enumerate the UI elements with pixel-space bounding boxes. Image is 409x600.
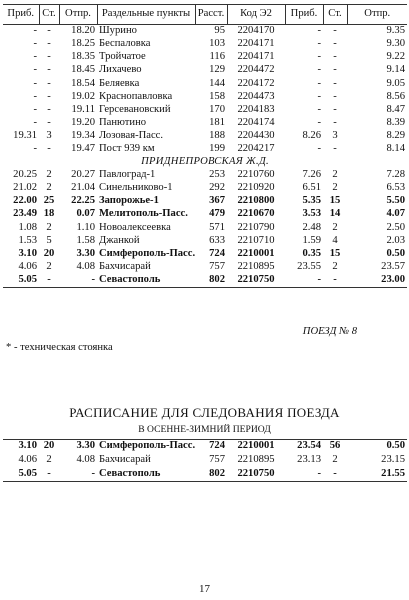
cell-departure: 18.25 — [71, 38, 95, 50]
cell-departure: 4.08 — [76, 453, 95, 465]
cell-departure: 20.27 — [71, 169, 95, 181]
cell-code: 2204217 — [237, 142, 275, 154]
cell-stop-back: - — [333, 90, 337, 102]
timetable-body-c — [3, 440, 407, 482]
cell-station: Севастополь — [97, 467, 195, 481]
cell-arrival: 3.10 — [3, 440, 39, 454]
header-stop-back: Ст. — [323, 5, 347, 25]
cell-arrival-back: 3.53 — [302, 208, 321, 220]
cell-arrival: 21.02 — [13, 182, 37, 194]
cell-stop: 2 — [46, 260, 52, 272]
table-row — [3, 235, 407, 248]
table-row — [3, 25, 407, 39]
cell-arrival-back: - — [317, 25, 321, 37]
header-code: Код Э2 — [227, 5, 285, 25]
footnote: * - техническая стоянка — [6, 342, 113, 353]
timetable-body-b — [3, 169, 407, 287]
header-stop: Ст. — [39, 5, 59, 25]
cell-departure-back: 0.50 — [386, 247, 405, 259]
table-row — [3, 467, 407, 481]
cell-station: Бахчисарай — [99, 260, 151, 272]
cell-arrival: - — [33, 38, 37, 50]
cell-departure-back: 2.50 — [386, 221, 405, 233]
table-row — [3, 274, 407, 288]
cell-departure: 1.58 — [76, 234, 95, 246]
cell-distance: 129 — [209, 64, 225, 76]
cell-distance: 95 — [214, 25, 225, 37]
cell-arrival-back: 23.13 — [297, 453, 321, 465]
cell-code: 2210920 — [237, 182, 275, 194]
cell-departure-back: 23.00 — [347, 274, 407, 288]
cell-station: Бахчисарай — [99, 453, 151, 465]
cell-code: 2210750 — [227, 467, 285, 481]
cell-stop-back: 3 — [332, 129, 338, 141]
cell-departure-back: 23.15 — [381, 453, 405, 465]
cell-station: Краснопавловка — [99, 90, 173, 102]
cell-station: Панютино — [99, 116, 147, 128]
table-row — [3, 130, 407, 143]
cell-stop: - — [39, 274, 59, 288]
cell-arrival-back: - — [317, 116, 321, 128]
cell-station: Беляевка — [99, 77, 140, 89]
section-label: ПРИДНЕПРОВСКАЯ Ж.Д. — [141, 156, 269, 168]
cell-stop: - — [39, 467, 59, 481]
cell-distance: 199 — [209, 142, 225, 154]
cell-stop-back: 15 — [329, 247, 341, 259]
cell-stop: 2 — [46, 169, 52, 181]
cell-stop: 25 — [43, 195, 55, 207]
cell-arrival-back: 23.54 — [285, 440, 323, 454]
cell-stop: - — [47, 90, 51, 102]
cell-departure-back: 8.47 — [386, 103, 405, 115]
cell-distance: 757 — [209, 260, 225, 272]
cell-stop: - — [47, 142, 51, 154]
table-row — [3, 169, 407, 182]
cell-arrival: 1.08 — [18, 221, 37, 233]
cell-arrival: - — [33, 25, 37, 37]
cell-departure: 19.20 — [71, 116, 95, 128]
cell-arrival-back: 0.35 — [302, 247, 321, 259]
cell-stop: 2 — [46, 182, 52, 194]
cell-departure: - — [59, 467, 97, 481]
cell-departure: 18.45 — [71, 64, 95, 76]
cell-departure-back: 0.50 — [347, 440, 407, 454]
cell-departure-back: 8.29 — [386, 129, 405, 141]
cell-stop-back: - — [333, 51, 337, 63]
table-row — [3, 248, 407, 261]
cell-departure-back: 7.28 — [386, 169, 405, 181]
cell-code: 2204170 — [237, 25, 275, 37]
cell-departure-back: 4.07 — [386, 208, 405, 220]
cell-arrival: 3.10 — [18, 247, 37, 259]
header-departure: Отпр. — [59, 5, 97, 25]
header-departure-back: Отпр. — [347, 5, 407, 25]
timetable-winter — [3, 439, 407, 482]
cell-station: Пост 939 км — [99, 142, 155, 154]
cell-stop-back: - — [333, 116, 337, 128]
cell-distance: 292 — [209, 182, 225, 194]
schedule-title: РАСПИСАНИЕ ДЛЯ СЛЕДОВАНИЯ ПОЕЗДА — [69, 405, 340, 420]
cell-stop-back: 2 — [332, 182, 338, 194]
train-label: ПОЕЗД № 8 — [302, 326, 357, 337]
cell-arrival-back: 2.48 — [302, 221, 321, 233]
cell-distance: 158 — [209, 90, 225, 102]
cell-stop: 2 — [46, 453, 52, 465]
cell-code: 2204171 — [237, 38, 275, 50]
cell-stop-back: 15 — [329, 195, 341, 207]
cell-arrival: - — [33, 51, 37, 63]
cell-distance: 116 — [209, 51, 225, 63]
cell-arrival-back: - — [285, 274, 323, 288]
cell-station: Тройчатое — [99, 51, 146, 63]
cell-arrival: 20.25 — [13, 169, 37, 181]
header-distance: Расст. — [195, 5, 227, 25]
cell-departure: 19.34 — [71, 129, 95, 141]
cell-arrival-back: 5.35 — [302, 195, 321, 207]
cell-arrival-back: 6.51 — [302, 182, 321, 194]
cell-departure: 19.47 — [71, 142, 95, 154]
cell-arrival-back: - — [317, 77, 321, 89]
cell-departure: 19.11 — [71, 103, 95, 115]
cell-stop: 20 — [39, 440, 59, 454]
cell-code: 2210001 — [237, 247, 275, 259]
schedule-subtitle: В ОСЕННЕ-ЗИМНИЙ ПЕРИОД — [138, 424, 271, 435]
cell-station: Синельниково-1 — [99, 182, 173, 194]
table-row — [3, 117, 407, 130]
cell-distance: 479 — [209, 208, 225, 220]
cell-arrival-back: - — [317, 38, 321, 50]
cell-stop: 18 — [43, 208, 55, 220]
cell-arrival-back: - — [317, 64, 321, 76]
cell-arrival: - — [33, 77, 37, 89]
cell-code: 2210895 — [237, 453, 275, 465]
header-stations: Раздельные пункты — [97, 5, 195, 25]
cell-code: 2210790 — [237, 221, 275, 233]
cell-code: 2204472 — [237, 64, 275, 76]
cell-distance: 633 — [209, 234, 225, 246]
cell-departure-back: 21.55 — [347, 467, 407, 481]
cell-stop-back: 2 — [332, 260, 338, 272]
cell-stop: - — [47, 116, 51, 128]
cell-arrival: 19.31 — [13, 129, 37, 141]
cell-code: 2204430 — [237, 129, 275, 141]
cell-stop: 5 — [46, 234, 52, 246]
cell-code: 2204174 — [237, 116, 275, 128]
cell-stop: - — [47, 64, 51, 76]
cell-departure: 21.04 — [71, 182, 95, 194]
cell-stop-back: - — [333, 142, 337, 154]
cell-station: Лихачево — [99, 64, 142, 76]
cell-code: 2204183 — [237, 103, 275, 115]
cell-stop: - — [47, 77, 51, 89]
cell-departure: 4.08 — [76, 260, 95, 272]
cell-arrival-back: 23.55 — [297, 260, 321, 272]
cell-departure-back: 2.03 — [386, 234, 405, 246]
cell-departure: 3.30 — [59, 440, 97, 454]
cell-stop-back: - — [333, 103, 337, 115]
cell-arrival-back: 8.26 — [302, 129, 321, 141]
cell-stop-back: - — [323, 467, 347, 481]
cell-stop: 20 — [43, 247, 55, 259]
cell-code: 2204171 — [237, 51, 275, 63]
cell-arrival-back: - — [317, 90, 321, 102]
cell-departure-back: 6.53 — [386, 182, 405, 194]
table-row — [3, 51, 407, 64]
page-number: 17 — [199, 583, 210, 595]
cell-station: Симферополь-Пасс. — [99, 247, 195, 259]
cell-distance: 181 — [209, 116, 225, 128]
cell-station: Запорожье-1 — [99, 195, 159, 207]
table-row — [3, 195, 407, 208]
cell-code: 2210670 — [237, 208, 275, 220]
cell-arrival: 4.06 — [18, 453, 37, 465]
cell-stop: - — [47, 51, 51, 63]
cell-departure-back: 8.56 — [386, 90, 405, 102]
cell-departure: - — [59, 274, 97, 288]
cell-distance: 571 — [209, 221, 225, 233]
cell-arrival: 23.49 — [13, 208, 37, 220]
cell-stop-back: - — [333, 38, 337, 50]
cell-stop: - — [47, 25, 51, 37]
cell-stop-back: - — [333, 64, 337, 76]
cell-departure-back: 8.14 — [386, 142, 405, 154]
cell-departure-back: 8.39 — [386, 116, 405, 128]
cell-departure: 18.35 — [71, 51, 95, 63]
cell-station: Лозовая-Пасс. — [99, 129, 164, 141]
table-row — [3, 90, 407, 103]
cell-stop-back: - — [333, 77, 337, 89]
cell-station: Новоалексеевка — [99, 221, 171, 233]
header-arrival: Приб. — [3, 5, 39, 25]
cell-departure: 0.07 — [76, 208, 95, 220]
cell-departure-back: 23.57 — [381, 260, 405, 272]
cell-code: 2210750 — [227, 274, 285, 288]
cell-stop-back: 2 — [332, 169, 338, 181]
cell-code: 2204172 — [237, 77, 275, 89]
table-row — [3, 77, 407, 90]
timetable-section — [3, 156, 407, 169]
cell-distance: 144 — [209, 77, 225, 89]
cell-arrival: - — [33, 64, 37, 76]
cell-arrival-back: - — [317, 51, 321, 63]
cell-stop: - — [47, 103, 51, 115]
table-row — [3, 440, 407, 454]
cell-arrival-back: 7.26 — [302, 169, 321, 181]
cell-arrival-back: - — [285, 467, 323, 481]
cell-arrival-back: 1.59 — [302, 234, 321, 246]
cell-code: 2210001 — [227, 440, 285, 454]
cell-stop-back: 2 — [332, 221, 338, 233]
cell-stop-back: 56 — [323, 440, 347, 454]
cell-station: Мелитополь-Пасс. — [99, 208, 188, 220]
cell-departure: 1.10 — [76, 221, 95, 233]
cell-distance: 253 — [209, 169, 225, 181]
cell-arrival: 22.00 — [13, 195, 37, 207]
table-row — [3, 64, 407, 77]
cell-departure-back: 5.50 — [386, 195, 405, 207]
cell-arrival: - — [33, 142, 37, 154]
section-row — [3, 156, 407, 169]
cell-departure-back: 9.05 — [386, 77, 405, 89]
cell-stop-back: - — [333, 25, 337, 37]
cell-stop-back: 14 — [329, 208, 341, 220]
cell-code: 2210800 — [237, 195, 275, 207]
cell-distance: 757 — [209, 453, 225, 465]
cell-arrival: 5.05 — [3, 274, 39, 288]
cell-arrival: - — [33, 90, 37, 102]
cell-arrival: 1.53 — [18, 234, 37, 246]
table-row — [3, 38, 407, 51]
cell-stop-back: 2 — [332, 453, 338, 465]
cell-arrival-back: - — [317, 103, 321, 115]
cell-arrival-back: - — [317, 142, 321, 154]
cell-distance: 724 — [209, 247, 225, 259]
cell-departure: 19.02 — [71, 90, 95, 102]
cell-stop: - — [47, 38, 51, 50]
cell-departure-back: 9.35 — [386, 25, 405, 37]
timetable-main — [3, 4, 407, 288]
cell-departure: 18.20 — [71, 25, 95, 37]
cell-stop-back: 4 — [332, 234, 338, 246]
cell-distance: 802 — [195, 274, 227, 288]
cell-stop: 2 — [46, 221, 52, 233]
table-header-row — [3, 5, 407, 25]
cell-station: Севастополь — [97, 274, 195, 288]
cell-distance: 802 — [195, 467, 227, 481]
cell-departure-back: 9.14 — [386, 64, 405, 76]
cell-departure-back: 9.30 — [386, 38, 405, 50]
table-row — [3, 104, 407, 117]
cell-code: 2204473 — [237, 90, 275, 102]
table-row — [3, 261, 407, 274]
cell-code: 2210710 — [237, 234, 275, 246]
cell-departure-back: 9.22 — [386, 51, 405, 63]
table-row — [3, 454, 407, 468]
cell-distance: 170 — [209, 103, 225, 115]
cell-station: Симферополь-Пасс. — [97, 440, 195, 454]
cell-departure: 18.54 — [71, 77, 95, 89]
cell-departure: 22.25 — [71, 195, 95, 207]
cell-arrival: 5.05 — [3, 467, 39, 481]
table-row — [3, 208, 407, 221]
cell-arrival: - — [33, 103, 37, 115]
cell-code: 2210895 — [237, 260, 275, 272]
table-row — [3, 143, 407, 156]
cell-distance: 188 — [209, 129, 225, 141]
cell-station: Шурино — [99, 25, 137, 37]
timetable-body-a — [3, 25, 407, 156]
header-arrival-back: Приб. — [285, 5, 323, 25]
cell-distance: 724 — [195, 440, 227, 454]
cell-arrival: - — [33, 116, 37, 128]
cell-distance: 103 — [209, 38, 225, 50]
cell-arrival: 4.06 — [18, 260, 37, 272]
cell-distance: 367 — [209, 195, 225, 207]
cell-station: Джанкой — [99, 234, 140, 246]
cell-station: Павлоград-1 — [99, 169, 156, 181]
cell-departure: 3.30 — [76, 247, 95, 259]
cell-stop: 3 — [46, 129, 52, 141]
cell-station: Герсевановский — [99, 103, 171, 115]
cell-station: Беспаловка — [99, 38, 151, 50]
cell-stop-back: - — [323, 274, 347, 288]
table-row — [3, 182, 407, 195]
table-row — [3, 221, 407, 234]
cell-code: 2210760 — [237, 169, 275, 181]
